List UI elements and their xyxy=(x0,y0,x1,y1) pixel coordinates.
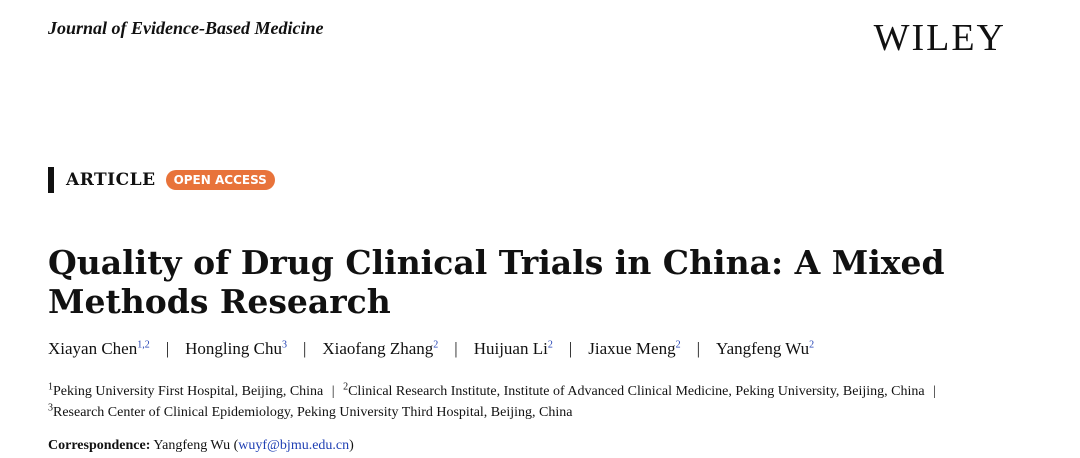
article-title: Quality of Drug Clinical Trials in China: A Mixed Methods Research xyxy=(48,243,945,321)
affiliation-text: Peking University First Hospital, Beijing, China xyxy=(53,384,324,399)
article-type-label: ARTICLE xyxy=(66,170,156,190)
author-separator: | xyxy=(454,339,458,358)
affiliation-separator: | xyxy=(933,384,936,399)
author-name-text: Yangfeng Wu xyxy=(716,339,810,358)
correspondence-label: Correspondence: xyxy=(48,438,151,453)
author-separator: | xyxy=(302,339,307,358)
author-name[interactable] xyxy=(588,339,680,359)
publisher-logo[interactable]: WILEY xyxy=(873,17,1006,59)
correspondence-email-wrapper: (wuyf@bjmu.edu.cn) xyxy=(233,438,354,453)
author-name[interactable] xyxy=(48,339,150,359)
article-type-marker xyxy=(48,167,54,193)
author-name[interactable] xyxy=(474,339,553,359)
author-name-text: Hongling Chu xyxy=(185,339,282,358)
affiliation-line xyxy=(48,381,1048,402)
correspondence-email-link[interactable]: wuyf@bjmu.edu.cn xyxy=(238,438,350,453)
affiliations xyxy=(48,381,1048,423)
author-name-text: Huijuan Li xyxy=(473,339,548,358)
article-type-row xyxy=(48,167,275,193)
journal-name: Journal of Evidence-Based Medicine xyxy=(48,18,324,38)
author-affiliation-ref[interactable]: 2 xyxy=(547,339,553,351)
author-affiliation-ref[interactable]: 2 xyxy=(809,339,815,351)
author-name-text: Xiayan Chen xyxy=(48,339,138,358)
affiliation-number: 1 xyxy=(48,381,53,393)
affiliation-1 xyxy=(48,381,324,399)
affiliation-text: Clinical Research Institute, Institute of Advanced Clinical Medicine, Peking University, Beijing, China xyxy=(348,384,925,399)
affiliation-2 xyxy=(343,381,925,399)
author-affiliation-ref[interactable]: 3 xyxy=(281,339,287,351)
author-separator: | xyxy=(696,339,700,358)
open-access-badge: OPEN ACCESS xyxy=(166,170,275,190)
correspondence-name: Yangfeng Wu xyxy=(153,438,231,453)
author-name[interactable] xyxy=(322,339,438,359)
author-affiliation-ref[interactable]: 2 xyxy=(675,339,681,351)
author-affiliation-ref[interactable]: 2 xyxy=(433,339,439,351)
author-affiliation-ref[interactable]: 1,2 xyxy=(137,339,150,351)
affiliation-text: Research Center of Clinical Epidemiology, Peking University Third Hospital, Beijing, China xyxy=(53,405,573,420)
affiliation-3 xyxy=(48,402,573,420)
author-list xyxy=(48,339,814,359)
author-name-text: Xiaofang Zhang xyxy=(322,339,434,358)
correspondence xyxy=(48,438,354,454)
affiliation-number: 3 xyxy=(48,402,53,414)
author-separator: | xyxy=(165,339,170,358)
author-name[interactable] xyxy=(716,339,814,359)
affiliation-number: 2 xyxy=(343,381,349,393)
author-separator: | xyxy=(568,339,573,358)
affiliation-separator: | xyxy=(331,384,335,399)
author-name[interactable] xyxy=(185,339,287,359)
affiliation-line xyxy=(48,402,1048,423)
author-name-text: Jiaxue Meng xyxy=(588,339,676,358)
